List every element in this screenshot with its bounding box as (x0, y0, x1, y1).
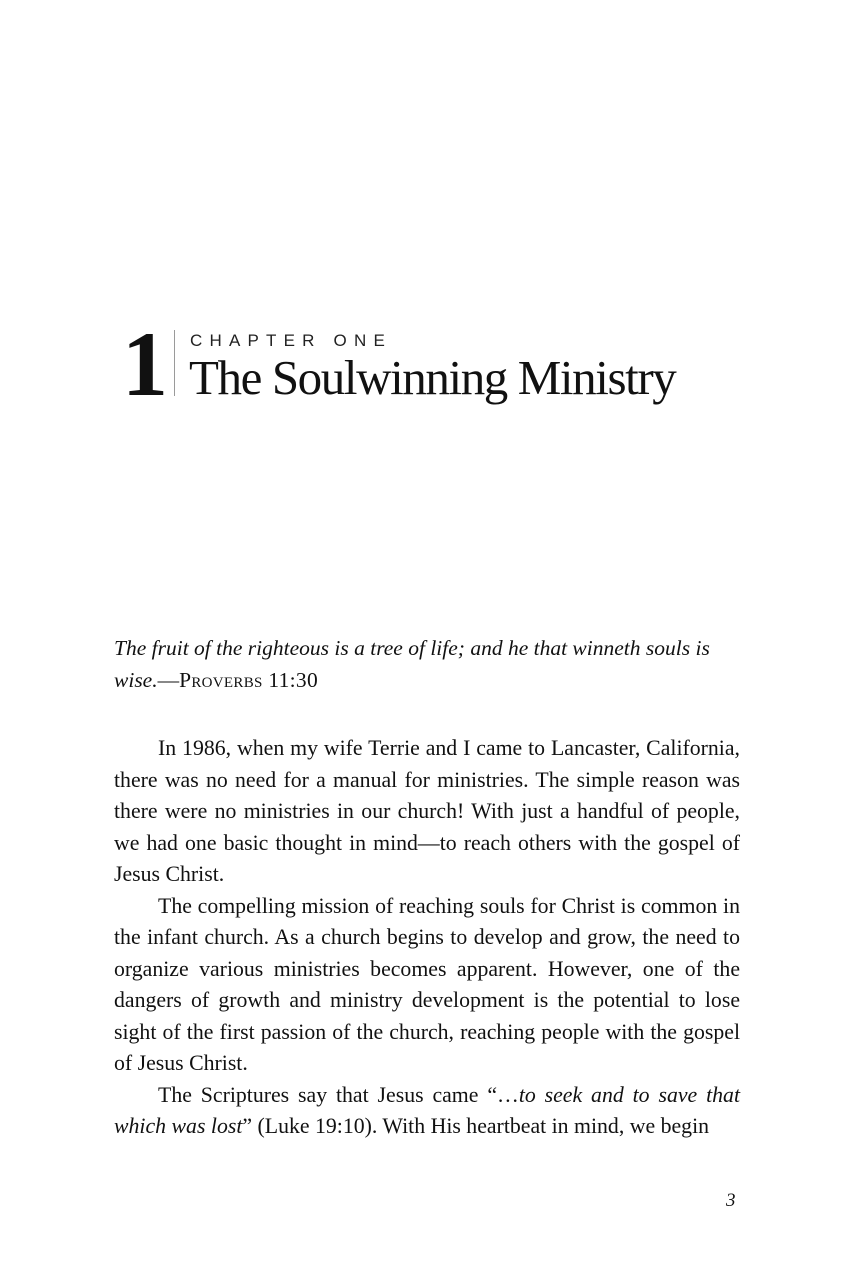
paragraph-tail: ” (Luke 19:10). With His heartbeat in mind, we begin (242, 1114, 710, 1138)
epigraph-reference: Proverbs 11:30 (179, 667, 319, 692)
chapter-label: CHAPTER ONE (190, 331, 392, 350)
chapter-heading (122, 313, 762, 415)
scripture-quote: to seek and to save that which was lost (114, 1082, 740, 1138)
chapter-divider (174, 330, 175, 396)
chapter-number: 1 (122, 313, 166, 415)
paragraph: In 1986, when my wife Terrie and I came to Lancaster, California, there was no need for a manual for ministries. The simple reason was there were no ministries in our church! With just a handful of people, we had one basic thought in mind—to reach others with the gospel of Jesus Christ. (114, 736, 740, 886)
epigraph (114, 633, 742, 696)
body-text (114, 733, 740, 1143)
epigraph-verse: The fruit of the righteous is a tree of life; and he that winneth souls is wise. (114, 636, 710, 692)
paragraph: The compelling mission of reaching souls for Christ is common in the infant church. As a church begins to develop and grow, the need to organize various ministries becomes apparent. However, one of the dangers of growth and ministry development is the potential to lose sight of the first passion of the church, reaching people with the gospel of Jesus Christ. (114, 893, 740, 1075)
paragraph (114, 1080, 740, 1143)
paragraph-lead: The Scriptures say that Jesus came “… (158, 1082, 519, 1107)
epigraph-dash: — (157, 667, 180, 692)
page-number: 3 (726, 1190, 736, 1211)
chapter-title: The Soulwinning Ministry (189, 350, 676, 405)
